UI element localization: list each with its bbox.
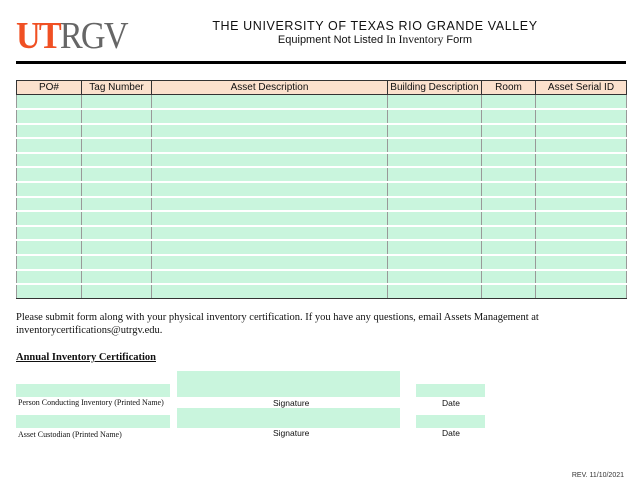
table-cell-input[interactable] [17, 255, 82, 270]
table-cell-input[interactable] [17, 197, 82, 212]
table-row [17, 226, 627, 241]
custodian-name-field[interactable] [16, 415, 170, 428]
person-name-field[interactable] [16, 384, 170, 397]
col-po: PO# [17, 81, 82, 95]
table-cell-input[interactable] [482, 211, 536, 226]
table-cell-input[interactable] [482, 153, 536, 168]
table-cell-input[interactable] [388, 226, 482, 241]
table-row [17, 167, 627, 182]
custodian-date-field[interactable] [416, 415, 485, 428]
table-cell-input[interactable] [17, 95, 82, 110]
table-row [17, 240, 627, 255]
table-cell-input[interactable] [388, 167, 482, 182]
table-row [17, 270, 627, 285]
table-cell-input[interactable] [388, 255, 482, 270]
table-cell-input[interactable] [482, 226, 536, 241]
custodian-signature-label: Signature [273, 428, 310, 438]
table-row [17, 211, 627, 226]
table-cell-input[interactable] [388, 109, 482, 124]
table-cell-input[interactable] [152, 95, 388, 110]
table-cell-input[interactable] [536, 284, 627, 299]
table-cell-input[interactable] [482, 197, 536, 212]
table-cell-input[interactable] [388, 138, 482, 153]
col-asset-description: Asset Description [152, 81, 388, 95]
table-row [17, 197, 627, 212]
table-cell-input[interactable] [17, 109, 82, 124]
table-row [17, 138, 627, 153]
col-room: Room [482, 81, 536, 95]
table-cell-input[interactable] [17, 167, 82, 182]
table-cell-input[interactable] [536, 182, 627, 197]
table-cell-input[interactable] [17, 211, 82, 226]
table-cell-input[interactable] [388, 270, 482, 285]
equipment-table [16, 80, 627, 299]
table-cell-input[interactable] [482, 284, 536, 299]
table-row [17, 124, 627, 139]
table-cell-input[interactable] [82, 270, 152, 285]
person-signature-label: Signature [273, 398, 310, 408]
table-cell-input[interactable] [17, 270, 82, 285]
table-cell-input[interactable] [388, 284, 482, 299]
university-title: THE UNIVERSITY OF TEXAS RIO GRANDE VALLEY [212, 19, 538, 33]
person-date-field[interactable] [416, 384, 485, 397]
submission-note: Please submit form along with your physical inventory certification. If you have any questions, email Assets Management at inventorycertifications@utrgv.edu. [16, 312, 539, 336]
custodian-signature-field[interactable] [177, 408, 400, 428]
table-cell-input[interactable] [82, 95, 152, 110]
table-cell-input[interactable] [482, 124, 536, 139]
table-cell-input[interactable] [152, 211, 388, 226]
table-cell-input[interactable] [482, 255, 536, 270]
table-cell-input[interactable] [536, 109, 627, 124]
form-title: Equipment Not Listed In Inventory Form [277, 34, 473, 46]
table-cell-input[interactable] [388, 197, 482, 212]
table-cell-input[interactable] [536, 211, 627, 226]
table-cell-input[interactable] [82, 255, 152, 270]
table-cell-input[interactable] [536, 124, 627, 139]
table-row [17, 255, 627, 270]
custodian-name-label: Asset Custodian (Printed Name) [18, 430, 122, 439]
table-cell-input[interactable] [17, 226, 82, 241]
table-row [17, 153, 627, 168]
table-cell-input[interactable] [17, 124, 82, 139]
utrgv-logo: UTRGV [16, 15, 127, 57]
table-cell-input[interactable] [152, 284, 388, 299]
table-cell-input[interactable] [482, 109, 536, 124]
table-cell-input[interactable] [152, 182, 388, 197]
table-cell-input[interactable] [388, 182, 482, 197]
table-header-row [17, 81, 627, 95]
table-cell-input[interactable] [536, 226, 627, 241]
table-cell-input[interactable] [17, 182, 82, 197]
person-date-label: Date [442, 398, 460, 408]
table-cell-input[interactable] [152, 226, 388, 241]
table-cell-input[interactable] [482, 95, 536, 110]
table-cell-input[interactable] [82, 167, 152, 182]
table-cell-input[interactable] [82, 124, 152, 139]
table-cell-input[interactable] [17, 284, 82, 299]
table-cell-input[interactable] [82, 197, 152, 212]
table-cell-input[interactable] [536, 240, 627, 255]
table-cell-input[interactable] [388, 95, 482, 110]
table-cell-input[interactable] [482, 182, 536, 197]
table-cell-input[interactable] [482, 138, 536, 153]
table-cell-input[interactable] [17, 138, 82, 153]
table-cell-input[interactable] [152, 197, 388, 212]
table-cell-input[interactable] [388, 240, 482, 255]
revision-date: REV. 11/10/2021 [571, 472, 624, 479]
table-cell-input[interactable] [152, 255, 388, 270]
table-cell-input[interactable] [152, 109, 388, 124]
table-cell-input[interactable] [536, 197, 627, 212]
table-row [17, 182, 627, 197]
table-cell-input[interactable] [152, 138, 388, 153]
custodian-date-label: Date [442, 428, 460, 438]
table-row [17, 95, 627, 110]
col-asset-serial-id: Asset Serial ID [536, 81, 627, 95]
col-tag-number: Tag Number [82, 81, 152, 95]
table-cell-input[interactable] [17, 153, 82, 168]
table-cell-input[interactable] [388, 153, 482, 168]
table-row [17, 284, 627, 299]
table-cell-input[interactable] [536, 255, 627, 270]
table-cell-input[interactable] [536, 95, 627, 110]
table-cell-input[interactable] [82, 153, 152, 168]
table-cell-input[interactable] [152, 124, 388, 139]
table-cell-input[interactable] [152, 167, 388, 182]
table-cell-input[interactable] [388, 124, 482, 139]
table-cell-input[interactable] [82, 182, 152, 197]
table-cell-input[interactable] [82, 284, 152, 299]
table-row [17, 109, 627, 124]
table-cell-input[interactable] [482, 167, 536, 182]
table-cell-input[interactable] [152, 153, 388, 168]
col-building-description: Building Description [388, 81, 482, 95]
table-cell-input[interactable] [82, 226, 152, 241]
table-cell-input[interactable] [82, 138, 152, 153]
table-cell-input[interactable] [482, 240, 536, 255]
table-cell-input[interactable] [536, 138, 627, 153]
table-cell-input[interactable] [482, 270, 536, 285]
table-cell-input[interactable] [82, 109, 152, 124]
certification-title: Annual Inventory Certification [16, 352, 156, 363]
table-cell-input[interactable] [152, 270, 388, 285]
header-divider [16, 61, 626, 64]
person-name-label: Person Conducting Inventory (Printed Name) [18, 398, 164, 407]
table-cell-input[interactable] [388, 211, 482, 226]
table-cell-input[interactable] [536, 167, 627, 182]
table-cell-input[interactable] [152, 240, 388, 255]
table-cell-input[interactable] [17, 240, 82, 255]
table-cell-input[interactable] [536, 270, 627, 285]
person-signature-field[interactable] [177, 371, 400, 397]
table-cell-input[interactable] [82, 211, 152, 226]
table-cell-input[interactable] [82, 240, 152, 255]
table-cell-input[interactable] [536, 153, 627, 168]
